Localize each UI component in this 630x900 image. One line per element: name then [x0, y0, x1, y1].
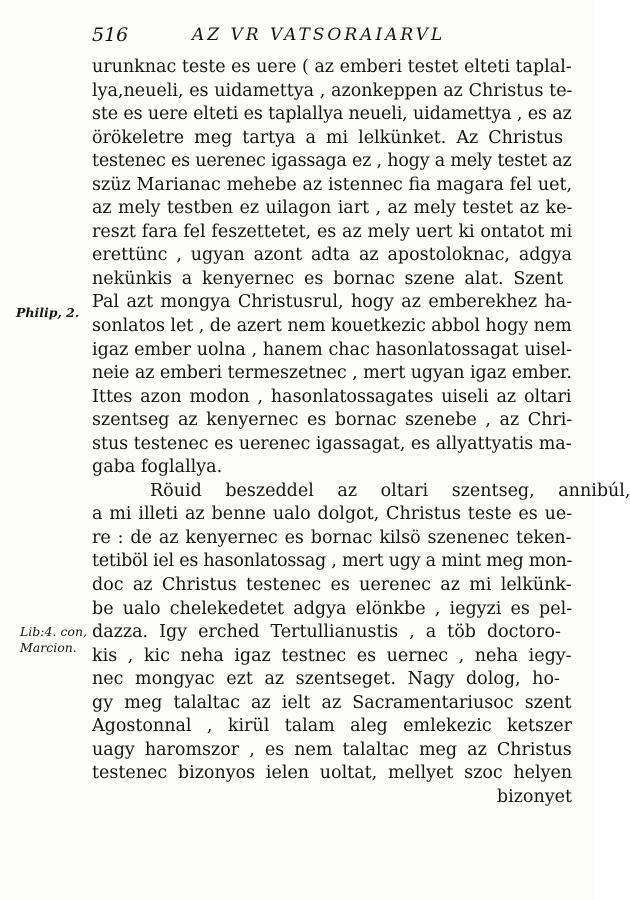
text-line: Agostonnal , kirül talam aleg emlekezic ketszer [92, 716, 572, 737]
text-line: örökeletre meg tartya a mi lelkünket. Az Christus [92, 127, 564, 148]
text-line: lya,neueli, es uidamettya , azonkeppen az Christus te- [92, 80, 573, 101]
text-line: be ualo chelekedetet adgya elönkbe , iegyzi es pel- [92, 598, 573, 619]
page-number: 516 [92, 24, 129, 46]
text-line: doc az Christus testenec es uerenec az mi lelkünk- [92, 575, 572, 596]
text-line: az mely testben ez uilagon iart , az mely testet az ke- [92, 198, 573, 219]
text-line: neie az emberi termeszetnec , mert ugyan igaz ember. [92, 363, 572, 384]
text-line: a mi illeti az benne ualo dolgot, Christus teste es ue- [92, 504, 573, 525]
page-header [92, 24, 572, 54]
running-title: AZ VR VATSORAIARVL [192, 25, 446, 45]
text-line: szentseg az kenyernec es bornac szenebe , az Chri- [92, 410, 573, 431]
text-line: Pal azt mongya Christusrul, hogy az emberekhez ha- [92, 292, 573, 313]
text-line: tetiböl iel es hasonlatossag , mert ugy a mint meg mon- [92, 551, 573, 572]
text-line: Ittes azon modon , hasonlatossagates uiseli az oltari [92, 386, 572, 407]
text-line: re : de az kenyernec es bornac kilsö szenenec teken- [92, 527, 572, 548]
body-text [92, 56, 630, 810]
text-line: erettünc , ugyan azont adta az apostoloknac, adgya [92, 245, 572, 266]
text-line: ste es uere elteti es taplallya neueli, uidamettya , es az [92, 104, 572, 125]
margin-note-marcion: Marcion. [20, 640, 77, 655]
text-line: gy meg talaltac az ielt az Sacramentariusoc szent [92, 692, 572, 713]
text-line: stus testenec es uerenec igassagat, es allyattyatis ma- [92, 433, 572, 454]
text-line: reszt fara fel feszettetet, es az mely uert ki ontatot mi [92, 221, 573, 242]
margin-note-lib: Lib:4. con, [20, 624, 87, 639]
text-line: gaba foglallya. [92, 457, 223, 478]
text-line: testenec es uerenec igassaga ez , hogy a mely testet az [92, 151, 572, 172]
text-line: kis , kic neha igaz testnec es uernec , neha iegy- [92, 645, 572, 666]
text-line: dazza. Igy erched Tertullianustis , a töb doctoro- [92, 622, 561, 643]
text-line: uagy haromszor , es nem talaltac meg az Christus [92, 739, 572, 760]
text-line: sonlatos let , de azert nem kouetkezic abbol hogy nem [92, 316, 572, 337]
margin-note-philip: Philip, 2. [16, 305, 80, 320]
text-line: urunknac teste es uere ( az emberi testet elteti taplal- [92, 57, 572, 77]
text-line: nec mongyac ezt az szentseget. Nagy dolog, ho- [92, 669, 560, 690]
text-line: igaz ember uolna , hanem chac hasonlatossagat uisel- [92, 339, 573, 360]
text-line: bizonyet [496, 786, 572, 807]
text-line: nekünkis a kenyernec es bornac szene alat. Szent [92, 268, 564, 289]
text-line: szüz Marianac mehebe az istennec fia magara fel uet, [92, 174, 573, 195]
text-line: testenec bizonyos ielen uoltat, mellyet szoc helyen [92, 763, 573, 784]
text-line: Röuid beszeddel az oltari szentseg, annibúl, [150, 480, 630, 501]
